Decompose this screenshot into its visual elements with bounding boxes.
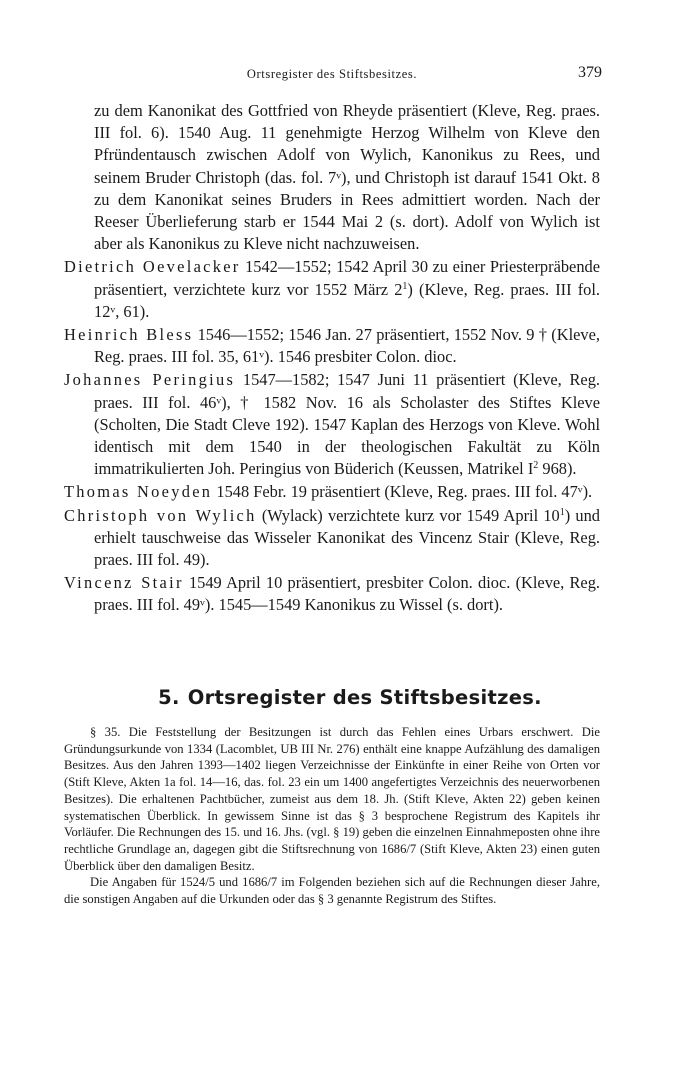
section-paragraph: Die Angaben für 1524/5 und 1686/7 im Folgenden beziehen sich auf die Rechnungen dieser Jahre, die sonstigen Angaben auf die Urkunden oder das § 3 genannte Registrum des Stiftes. (64, 875, 600, 907)
register-entry (64, 505, 600, 572)
entry-text: 1547—1582; 1547 Juni 11 präsentiert (Kleve, Reg. praes. III fol. 46ᵛ), † 1582 Nov. 16 als Scholaster des Stiftes Kleve (Scholten, Die Stadt Cleve 192). 1547 Kaplan des Herzogs von Kleve. Wohl identisch mit dem 1540 in der theologischen Fakultät zu Köln immatrikulierten Joh. Peringius von Büderich (Keussen, Matrikel I (94, 370, 600, 479)
entry-text: (Wylack) verzichtete kurz vor 1549 April 10 (256, 505, 560, 525)
entry-text-tail: 968). (538, 459, 577, 479)
page-number: 379 (578, 64, 602, 81)
continuation-text: zu dem Kanonikat des Gottfried von Rheyde präsentiert (Kleve, Reg. praes. III fol. 6). 1540 Aug. 11 genehmigte Herzog Wilhelm von Kleve den Pfründentausch zwischen Adolf von Wylich, Kanonikus zu Rees, und seinem Bruder Christoph (das. fol. 7ᵛ), und Christoph ist darauf 1541 Okt. 8 zu dem Kanonikat seines Bruders in Rees admittiert worden. Nach der Reeser Überlieferung starb er 1544 Mai 2 (s. dort). Adolf von Wylich ist aber als Kanonikus zu Kleve nicht nachzuweisen. (94, 101, 600, 254)
section-title: Ortsregister des Stiftsbesitzes. (187, 686, 542, 709)
register-entry (64, 324, 600, 368)
register-entry (64, 572, 600, 616)
running-head (62, 64, 602, 86)
register-entry (64, 369, 600, 480)
section-number: 5. (158, 686, 180, 709)
register-entries (64, 100, 600, 618)
entry-text: 1546—1552; 1546 Jan. 27 präsentiert, 1552 Nov. 9 † (Kleve, Reg. praes. III fol. 35, 61ᵛ). 1546 presbiter Colon. dioc. (94, 325, 600, 367)
person-name: Johannes Peringius (64, 370, 236, 390)
person-name: Thomas Noeyden (64, 482, 213, 502)
person-name: Christoph von Wylich (64, 505, 257, 525)
footnote-marker: 1 (559, 506, 565, 518)
person-name: Vincenz Stair (64, 573, 184, 593)
running-title: Ortsregister des Stiftsbesitzes. (246, 67, 418, 81)
section-body (64, 724, 600, 908)
footnote-marker: 2 (533, 460, 539, 472)
section-heading (0, 686, 700, 709)
footnote-marker: 1 (402, 280, 408, 292)
register-entry (64, 481, 600, 503)
register-entry (64, 256, 600, 323)
entry-text: 1549 April 10 präsentiert, presbiter Colon. dioc. (Kleve, Reg. praes. III fol. 49ᵛ). 1545—1549 Kanonikus zu Wissel (s. dort). (94, 573, 600, 615)
section-paragraph: § 35. Die Feststellung der Besitzungen ist durch das Fehlen eines Urbars erschwert. Die Gründungsurkunde von 1334 (Lacomblet, UB III Nr. 276) enthält eine knappe Aufzählung des damaligen Besitzes. Aus den Jahren 1393—1402 liegen Verzeichnisse der Einkünfte in einer Reihe von Orten vor (Stift Kleve, Akten 1a fol. 14—16, das. fol. 23 ein um 1400 angefertigtes Verzeichnis des neuerworbenen Besitzes). Die erhaltenen Pachtbücher, zumeist aus dem 18. Jh. (Stift Kleve, Akten 22) geben keinen systematischen Überblick. In gewissem Sinne ist das § 3 besprochene Registrum des Kapitels ihr Vorläufer. Die Rechnungen des 15. und 16. Jhs. (vgl. § 19) geben die einzelnen Einnahmeposten ohne ihre rechtliche Grundlage an, dagegen gibt die Stiftsrechnung von 1686/7 (Stift Kleve, Akten 23) einen guten Überblick über den damaligen Besitz. (64, 725, 600, 873)
person-name: Dietrich Oevelacker (64, 257, 241, 277)
person-name: Heinrich Bless (64, 325, 194, 345)
entry-text-tail: ) (Kleve, Reg. praes. III fol. 12ᵛ, 61). (94, 279, 601, 321)
entry-text: 1548 Febr. 19 präsentiert (Kleve, Reg. praes. III fol. 47ᵛ). (212, 482, 593, 502)
entry-text: 1542—1552; 1542 April 30 zu einer Priesterpräbende präsentiert, verzichtete kurz vor 1552 März 2 (94, 257, 600, 299)
entry-text-tail: ) und erhielt tauschweise das Wisseler Kanonikat des Vincenz Stair (Kleve, Reg. praes. III fol. 49). (94, 505, 600, 570)
